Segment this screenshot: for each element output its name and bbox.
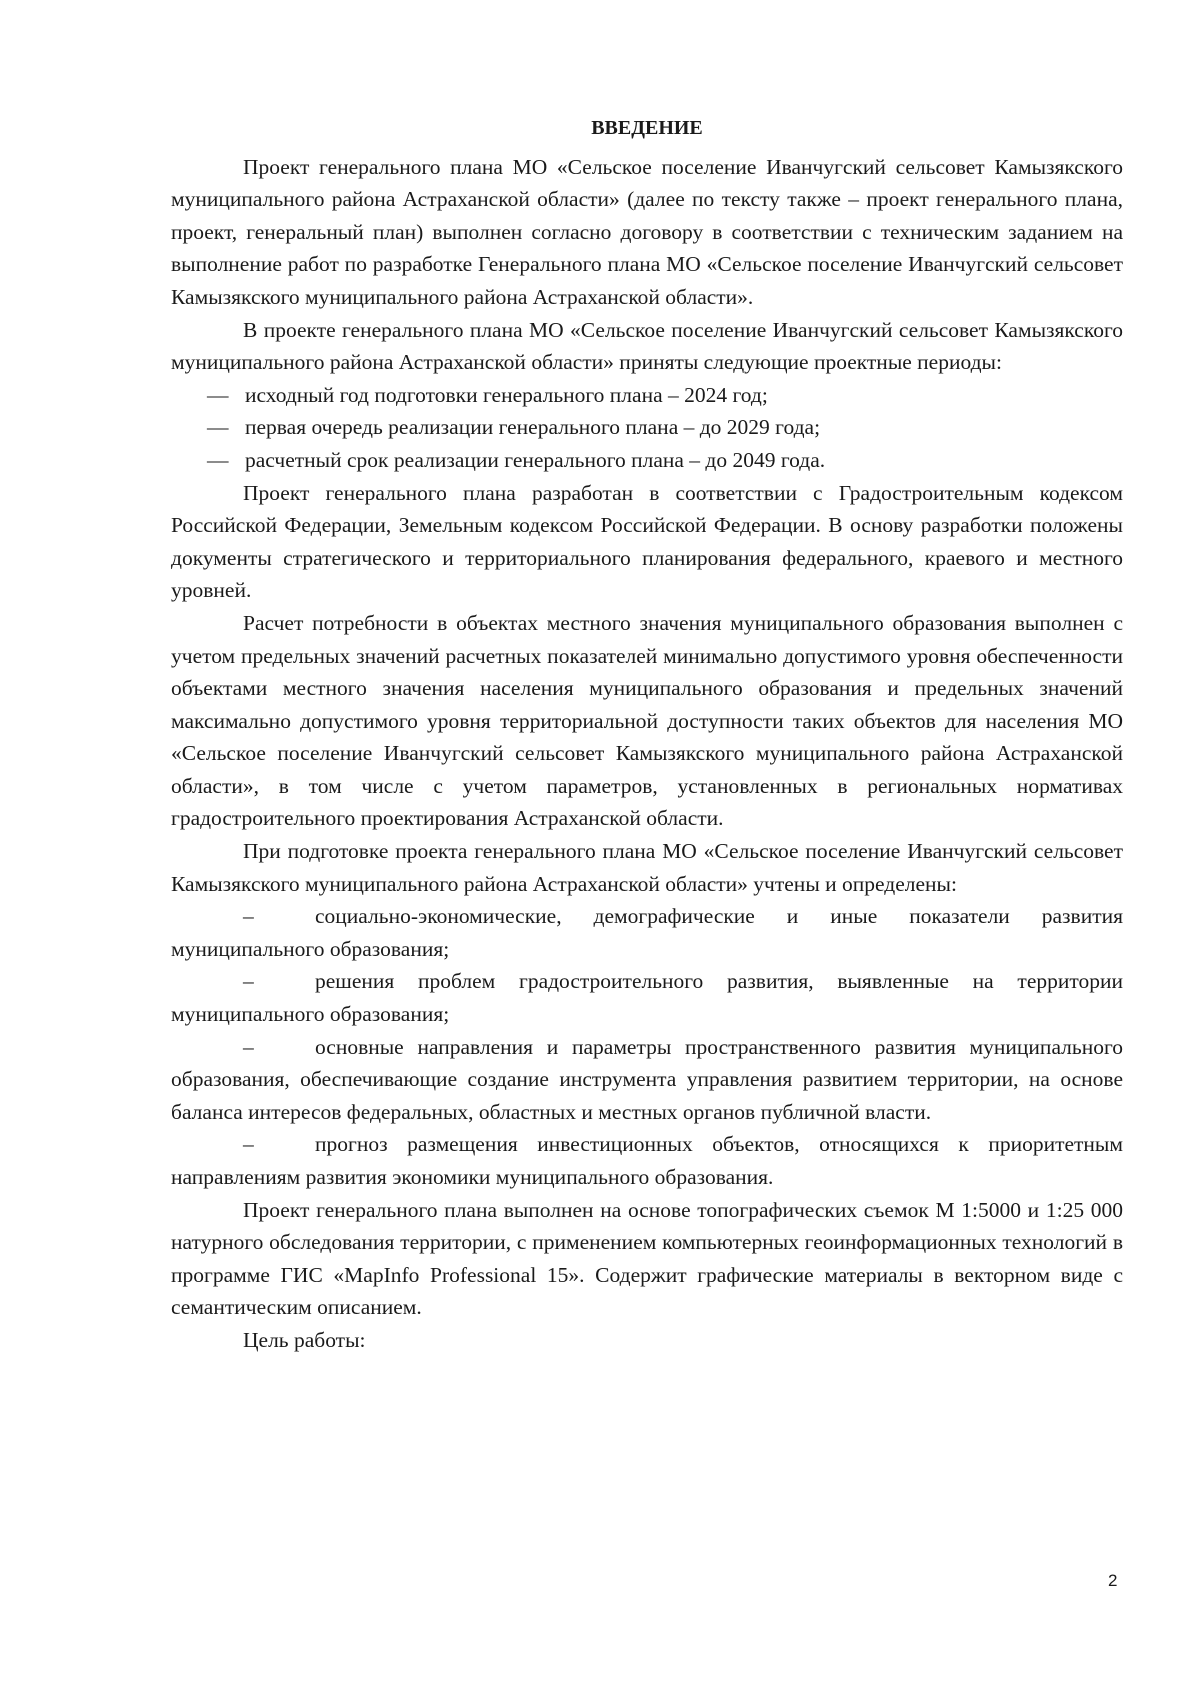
period-item <box>171 379 1123 412</box>
paragraph-methodology: Проект генерального плана выполнен на основе топографических съемок М 1:5000 и 1:25 000 натурного обследования территории, с применением компьютерных геоинформационных технологий в программе ГИС «MapInfo Professional 15». Содержит графические материалы в векторном виде с семантическим описанием. <box>171 1197 1123 1320</box>
period-item <box>171 411 1123 444</box>
paragraph-intro: Проект генерального плана МО «Сельское поселение Иванчугский сельсовет Камызякского муниципального района Астраханской области» (далее по тексту также – проект генерального плана, проект, генеральный план) выполнен согласно договору в соответствии с техническим заданием на выполнение работ по разработке Генерального плана МО «Сельское поселение Иванчугский сельсовет Камызякского муниципального района Астраханской области». <box>171 154 1123 309</box>
considered-item-text: основные направления и параметры пространственного развития муниципального образования, обеспечивающие создание инструмента управления развитием территории, на основе баланса интересов федеральных, областных и местных органов публичной власти. <box>171 1034 1123 1124</box>
dash-marker: – <box>243 904 254 929</box>
period-item <box>171 444 1123 477</box>
paragraph-calculation: Расчет потребности в объектах местного значения муниципального образования выполнен с учетом предельных значений расчетных показателей минимально допустимого уровня обеспеченности объектами местного значения населения муниципального образования и предельных значений максимально допустимого уровня территориальной доступности таких объектов для населения МО «Сельское поселение Иванчугский сельсовет Камызякского муниципального района Астраханской области», в том числе с учетом параметров, установленных в региональных нормативах градостроительного проектирования Астраханской области. <box>171 610 1123 831</box>
considered-item <box>171 1128 1123 1193</box>
considered-item-text: прогноз размещения инвестиционных объектов, относящихся к приоритетным направлениям развития экономики муниципального образования. <box>171 1132 1123 1189</box>
document-body <box>171 112 1123 1357</box>
section-heading: ВВЕДЕНИЕ <box>591 117 703 139</box>
period-item-text: расчетный срок реализации генерального плана – до 2049 года. <box>245 447 826 472</box>
dash-marker: – <box>243 1132 254 1157</box>
period-item-text: первая очередь реализации генерального плана – до 2029 года; <box>245 415 821 440</box>
dash-marker: — <box>207 382 229 407</box>
paragraph-periods-intro: В проекте генерального плана МО «Сельское поселение Иванчугский сельсовет Камызякского муниципального района Астраханской области» приняты следующие проектные периоды: <box>171 317 1123 375</box>
considered-item <box>171 900 1123 965</box>
considered-item-text: решения проблем градостроительного развития, выявленные на территории муниципального образования; <box>171 969 1123 1027</box>
period-item-text: исходный год подготовки генерального плана – 2024 год; <box>245 382 768 407</box>
considered-item-text: социально-экономические, демографические и иные показатели развития муниципального образования; <box>171 904 1123 961</box>
dash-marker: — <box>207 415 229 440</box>
considered-item <box>171 1031 1123 1129</box>
page-number: 2 <box>1108 1571 1118 1590</box>
paragraph-considered-intro: При подготовке проекта генерального плана МО «Сельское поселение Иванчугский сельсовет Камызякского муниципального района Астраханской области» учтены и определены: <box>171 839 1123 896</box>
dash-marker: – <box>243 1034 254 1059</box>
dash-marker: – <box>243 969 254 994</box>
dash-marker: — <box>207 447 229 472</box>
paragraph-goal: Цель работы: <box>243 1327 366 1352</box>
paragraph-legal-basis: Проект генерального плана разработан в соответствии с Градостроительным кодексом Российской Федерации, Земельным кодексом Российской Федерации. В основу разработки положены документы стратегического и территориального планирования федерального, краевого и местного уровней. <box>171 480 1123 603</box>
considered-item <box>171 965 1123 1030</box>
